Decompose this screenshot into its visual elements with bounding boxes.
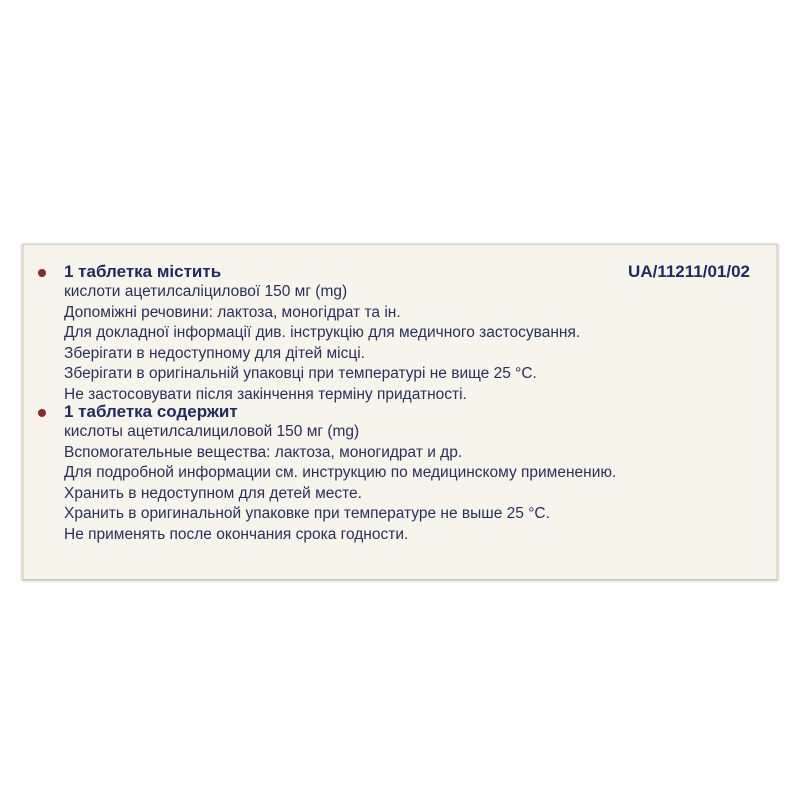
- text-line: Не применять после окончания срока годности.: [64, 525, 409, 543]
- text-line: Зберігати в недоступному для дітей місці.: [64, 344, 365, 362]
- heading-ukrainian: 1 таблетка містить: [64, 262, 222, 281]
- text-line: Не застосовувати після закінчення терміну придатності.: [64, 385, 467, 403]
- text-line: Для докладної інформації див. інструкцію для медичного застосування.: [64, 324, 581, 341]
- text-line: Зберігати в оригінальній упаковці при температурі не вище 25 °С.: [64, 365, 537, 382]
- text-line: Вспомогательные вещества: лактоза, моногидрат и др.: [64, 443, 463, 461]
- box-right-edge: [776, 245, 778, 579]
- text-block-ukrainian: [64, 282, 580, 405]
- text-line: Хранить в оригинальной упаковке при температуре не выше 25 °С.: [64, 505, 550, 522]
- registration-number: UA/11211/01/02: [628, 262, 750, 281]
- bullet-icon-russian: [38, 409, 46, 417]
- text-line: Хранить в недоступном для детей месте.: [64, 484, 362, 502]
- heading-russian: 1 таблетка содержит: [64, 402, 238, 421]
- text-line: Допоміжні речовини: лактоза, моногідрат та ін.: [64, 303, 401, 321]
- medicine-box-side-panel: [22, 244, 778, 580]
- text-line: Для подробной информации см. инструкцию по медицинскому применению.: [64, 464, 617, 481]
- text-line: кислоты ацетилсалициловой 150 мг (mg): [64, 423, 360, 440]
- bullet-icon-ukrainian: [38, 269, 46, 277]
- text-block-russian: [64, 422, 616, 545]
- text-line: кислоти ацетилсаліцилової 150 мг (mg): [64, 283, 348, 300]
- box-left-edge: [22, 245, 24, 579]
